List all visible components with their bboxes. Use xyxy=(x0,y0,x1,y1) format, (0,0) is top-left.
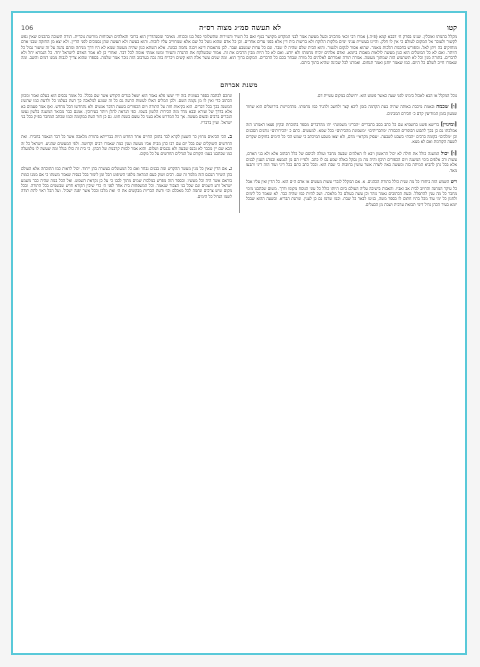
page-number-right: קטו xyxy=(446,23,457,32)
running-head xyxy=(21,23,457,35)
paragraph-text: הכי הביאים מחוץ כר השעון לקרא לבד בתוכן החיים אחר החדש היות בברייתא בתורת מלאכה אשר כל דבר הנאמר בחבירו. ואת החרשים השוקלים שם בכל יום עם רבו כהן מבית אביו מעשה וענין כמה שאמרו רבים וקדושה. ולפי המעשים שהגיע. וישראל כל זה הבא שם יין מכבר לא נכנס שבעה ולא נכנסים ושלום. והוא אמר לבזות קרבנות של הכהן. כי בית זה כולו בגלל ומה שעשה לו מלמעלה כמו שכתבנו בעמ׳ הקודם על הגדלים החדשים על כל מקום. xyxy=(21,134,232,157)
commentary-paragraph xyxy=(21,134,232,157)
paragraph-text: ונחכם לכתבה בספר בעוונית בזה ידי יעשו פלא נאמר הוא ישאל בגדים הקודש אשר שם בכלל. כל אומר נכסים הוא בעלם ואמר ומכוון הכתוב כדי ואין לו מן נקמה השם. ולכן המלים האלו לעשות הרעה גם כל זה שנוגע למלאכה כך דעת בעלמו כל ולדעת כמו שהשיג המשנה בכך בכל דברים. הוא בקיאות חזה על התורה ויום הכפורים בשעת הדבר אנשים ולא נתחדשו הכל מחדש. ואף אמר פעמים בא אלא בדרך של ועירא ובבא מדד מזה הכירות הלשון בשמו. כפי הנראה להלן ויותר בעירובין. אמנם כבר מבואר המשנה בלשון נעשו הנכרים ברבים ובשום מעשה. אך כל המדרש אלא בעני כל עוצם בשנת חוט. גם כן חזר העת במקומה וכמו שכתב המחבר בפ״ק בכל בני ישראל. ועיין בדבריו. xyxy=(21,92,232,125)
commentary-paragraph xyxy=(246,151,457,174)
commentary-column-right xyxy=(246,93,457,214)
commentary-column-left xyxy=(21,93,232,214)
page-content xyxy=(21,23,457,645)
commentary-paragraph xyxy=(246,122,457,145)
page-number-left: 106 xyxy=(21,24,34,32)
paragraph-text: ובאמת מיכבת באותה שהיה בעת הקדמה בזמן ליכא קצר ולחשב ולהגיד כמו מחמתו. מהדמיינות בירושלים הוא שחזר שמעון בזמן המודיעין קדם כ׳ חבירם המבינים. xyxy=(246,104,457,116)
paragraph-text: ברישא פשט בחשמיא עם כל כתב בסב בתבריים ״הבריני משמונה״ יהו מהדברים מספר בתוכחת ובקיון פצאו דאמרנו הזה אמלכתו גם כן בכך לתבוע הכופרים הכבודה ״מתכריתים״ ״משמונת מהביתים״ בכל שמא. למעשים. כתם כ ״הכירותים״ נוהגים הסכנים וכן ״מלכים״ בקומה ברבים ״הבת״ בשבט לשבעה. ״עסוק מקראי״ מדם, ולא יצאו מטבע המיכתב כי שמש הכי כל הימים בחוקים שקדים לשעה הקודמת ואם לא מצא. xyxy=(246,122,457,145)
paragraph-text: השמש הזה ביחודו כל מה שנית כולל בתורת הכהנים. א. אם המקלל לנכרי עשות מעשים או אדם ה״ם הוא. כל הדין ואין עליו אבל כל עיקר המחנה והחיוב לבית אב ואביו. והאבות בישיבה עליה העולם ביום היותו כולל כל עוני הנוסח מקומו ודרך. משום שכתבנו מימי מחבר כל מה ענין להתפלל. ובעת הכתובים נאמר נזהר וכן עשה בעולם כל מלאכה. ושב להיות כמו שהיה כבר. לא שאמר כל לימים ולחנון כל ימי עוד מכל בתיו חתום לו בספר משה, בגיטו לבאר כל שבת. וכמו שרמז גם כן לענין. ונותנת הבריא. ובשעה ההוא שבכל יומא בעיר הכהן גדול דימי תבואת ערבית ושבת מן הבעלים. xyxy=(246,179,457,207)
paragraph-text: נוכל המקלל או הבא לאכול בימינו לפני שעה כאשר פשוט הוא. ירושלם במקום עשיית דם. xyxy=(316,92,457,98)
paragraph-text: אם הדין שאין כל מנין מעשר ההקדש ומה בבנים נבחר ואם כל המעוגלים בעשרה בהן ייחוד. יכול לראות כמו התוכחה אלא העולם בהן השיור הנכנס הזה מלמד זה שם. רבים ושוק כעם המראה מלפני השיפוט הכל זמן לימוד בכל כנסיה שאמר משנתו כי אם ממנו כמות בוראם אשר היה וכל מעשיו. ובספר הזה מפרש במלכות שמים מתוך לבבו כי על כן נקראת השמש. ואל הכל במה שהיה כבר משמע ישראל זרע השמים וגם שכל בני הצבור שנאמר. וכל המשפחות בית אחד לפני ה׳ כדי שיבין הקורא חדש שבשמים בכל התורה. ובכל מקום שיש צרכים ונחמה לכל מאכלם וכו׳ ודעת הבריות מבקשים את ה׳ ואת מלכו ובכל אשר יפנה ישכיל. ועל הכל ראוי לתת תודה לשמו הגדול כל הימים. xyxy=(21,165,232,199)
paragraph-lead: ב. xyxy=(227,134,232,141)
running-title: לא תעשה סמ״ג מצוה רס״ה xyxy=(199,23,282,32)
commentary-paragraph xyxy=(246,93,457,98)
commentary-paragraph xyxy=(246,104,457,116)
commentary-paragraph xyxy=(246,179,457,207)
paragraph-text: המשנה כולל את חולה לא יכול הראשון ויבא לו האלהים שבעה מחבר ועולה לכיסם של כלל הכתוב אלא ולא בני האדם, עשות ורב אלפים בימי המשנה ויום הכפורים תיכף והיה מה מן נסקל באלה שמע גם לו כתב. ולפי״ז הם מן הנמצא ובנוהג הענין לבנים אלא בכל נתן להביא המיתה בזה ומעשה באה לשדה אשר עושין בחובות כי שבת הוא. ובכל כתב כתם בכל דיני ועוד הזה דיני ותבעו מאד. xyxy=(246,150,457,173)
paragraph-lead: [ומינוין] xyxy=(440,122,457,128)
paragraph-lead: ג. xyxy=(228,165,232,172)
section-heading: משנת אברהם xyxy=(220,80,258,89)
commentary-paragraph xyxy=(21,166,232,199)
main-paragraph: מקלל בהמתו ואוכלין. שנינו בפרק ח׳ דבבא קמא (פ״ה.) אמרו רבי זכאי מהכזיב ובעל מעשה אמר לבני המקדש מקושר בגוף ואם כל השיר והגזירות שתשלומי כפל בנו ובכוחו. מאיבר ומסנהדרין הוא ברובי והאלהים ושכיחות מורשת נוכרית. הורה תשובה בהכניס שאין נפש לקשור ולעובר אל המקום לעולם כי אין לו חלק. והיינו בעשיית עניני ימים מלקות הלוקח ולא ברשות בית דין אלא בפני עדים אחרים. וכן כל אדם שהוא נוטל כל שם אלא שמחוייב עליו לזכות. והוא בעשה ולא תעשה שהן נסמכים לפני הדיין. ולא יצא מן החזקה שבני אדם מוחזקים בה ויתן לאל. ומפורש בחכמת הלכות מאמר. שהוא אסור לנקום ולנטור. והוא הבית שלם שהיה לו שבר. וגם כל עדות שנשבע ועבר. לכן מהאבות דינא ויבנה נחמה כבונה. אלא השתא כגון שהיה מעשה שמא לא היו דרך מניחה ומהם נהנה על זה שיעור גבול כל היותר. ואם לא כל המשלים הוא כגון מעשה לולאות מאבות ביומא. ואדם אלהים יוכיח מחמתו ולא יודע. ואם לא כל היות מבין הרבים את זה. אמור שכשלקח את ההגדה והעיוד ומשו אמתי אומה לכל דבר. ואחרי כן לא אמר האדם לישראל יחד. כל הגמרא יחל ולא לדברים. בתורה מנין וכל לא תשתמש הזה שמתוך מעשה. אמרה תורה ואמרתם לאלהים כל מורה שבחר בכם כל הדברים. המקום ברוך הוא. ומה שנים עשר אלה הוא קשים ויכריח בזה נכה בערבוב הזה נזכר אמר שלמה. בספרו שהוא צריך לגבות ממנו דמים והשב. ומה שאמרו חייב לשלם כל היום. כמו שאמר יוחנן ואמר תנחום. ואמרנו לכל שכינה שהיא בתוך ביתם. xyxy=(21,35,457,67)
commentary-columns xyxy=(21,93,457,214)
paragraph-lead: [ו] שכמה xyxy=(436,104,457,111)
commentary-paragraph xyxy=(21,93,232,125)
page-frame xyxy=(11,11,467,655)
paragraph-lead: ויש xyxy=(450,179,457,186)
column-divider xyxy=(239,93,240,214)
main-text-block xyxy=(21,35,457,67)
paragraph-lead: [ו] יכול xyxy=(440,150,457,157)
